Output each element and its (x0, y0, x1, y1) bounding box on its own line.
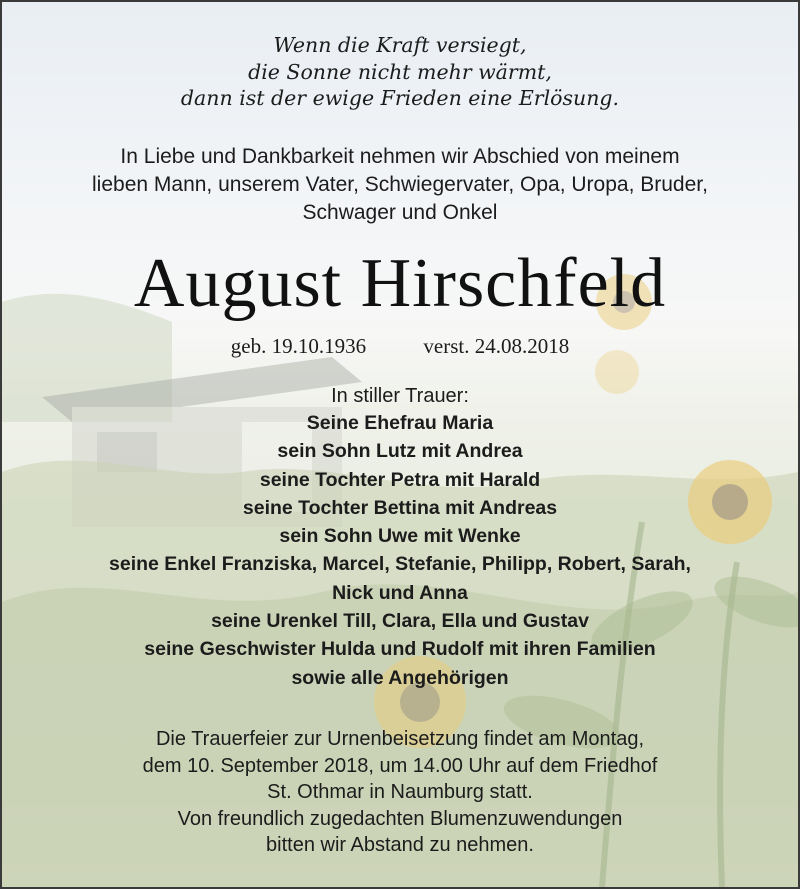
intro-line: lieben Mann, unserem Vater, Schwiegervater, Opa, Uropa, Bruder, (92, 173, 708, 196)
mourner-line: seine Geschwister Hulda und Rudolf mit ihren Familien (144, 638, 656, 661)
intro-line: In Liebe und Dankbarkeit nehmen wir Abschied von meinem (120, 145, 680, 168)
deceased-name: August Hirschfeld (133, 245, 667, 322)
service-line: Von freundlich zugedachten Blumenzuwendungen (177, 807, 623, 830)
service-line: dem 10. September 2018, um 14.00 Uhr auf dem Friedhof (142, 754, 658, 777)
life-dates (2, 332, 798, 360)
mourner-line: seine Tochter Bettina mit Andreas (242, 496, 558, 519)
service-line: Die Trauerfeier zur Urnenbeisetzung findet am Montag, (155, 728, 645, 750)
mourners-list (2, 409, 798, 692)
birth-date: geb. 19.10.1936 (230, 334, 367, 358)
service-line: St. Othmar in Naumburg statt. (267, 781, 533, 803)
poem-line: Wenn die Kraft versiegt, (273, 33, 527, 57)
mourner-line: seine Enkel Franziska, Marcel, Stefanie, Philipp, Robert, Sarah, (109, 553, 691, 576)
poem-line: die Sonne nicht mehr wärmt, (248, 59, 552, 84)
intro-line: Schwager und Onkel (302, 201, 498, 224)
poem (2, 32, 798, 112)
service-line: bitten wir Abstand zu nehmen. (266, 834, 534, 856)
funeral-service-info (2, 726, 798, 859)
mourner-line: seine Tochter Petra mit Harald (259, 468, 541, 491)
mourners-heading: In stiller Trauer: (331, 385, 469, 407)
mourner-line: seine Urenkel Till, Clara, Ella und Gustav (211, 610, 589, 633)
mourner-line: sein Sohn Lutz mit Andrea (277, 440, 523, 463)
poem-line: dann ist der ewige Frieden eine Erlösung. (180, 86, 620, 110)
mourner-line: Seine Ehefrau Maria (306, 412, 494, 434)
death-date: verst. 24.08.2018 (423, 334, 570, 358)
mourner-line: Nick und Anna (332, 581, 468, 604)
farewell-intro (2, 143, 798, 227)
mourner-line: sein Sohn Uwe mit Wenke (279, 525, 521, 548)
mourner-line: sowie alle Angehörigen (291, 666, 509, 689)
